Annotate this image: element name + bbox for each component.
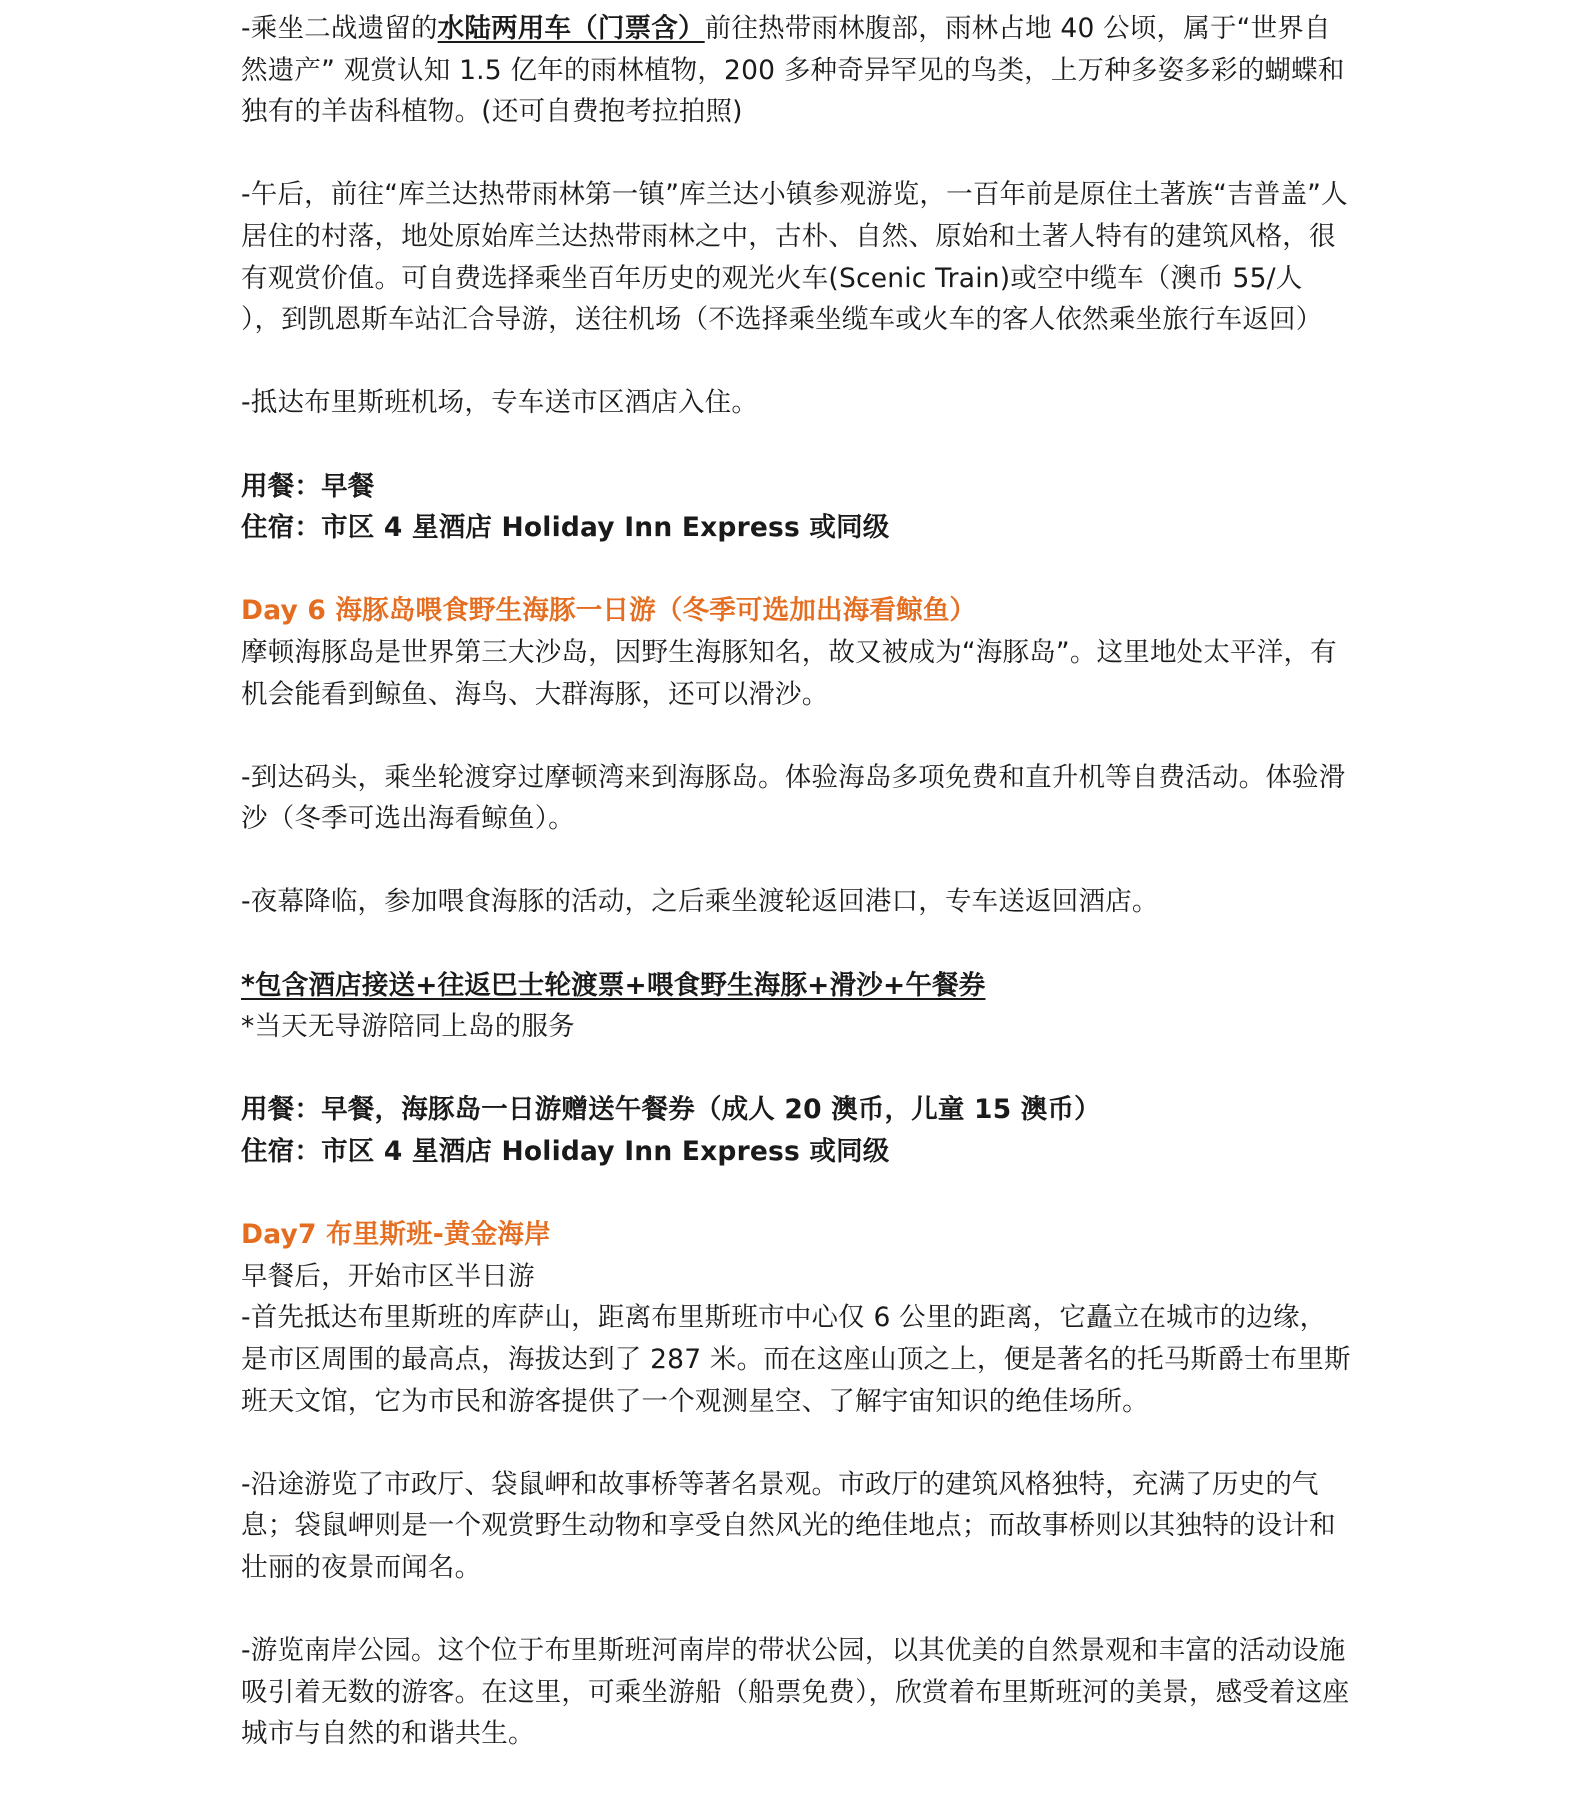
spacer bbox=[241, 923, 1351, 965]
spacer bbox=[241, 341, 1351, 383]
day6-title: Day 6 海豚岛喂食野生海豚一日游（冬季可选加出海看鲸鱼） bbox=[241, 595, 977, 627]
spacer bbox=[241, 1589, 1351, 1631]
day7-intro: 早餐后，开始市区半日游 bbox=[241, 1260, 535, 1292]
spacer bbox=[241, 133, 1351, 175]
spacer bbox=[241, 715, 1351, 757]
amphibious-vehicle-highlight: 水陆两用车（门票含） bbox=[437, 13, 705, 44]
spacer bbox=[241, 424, 1351, 466]
kuranda-paragraph: -午后，前往“库兰达热带雨林第一镇”库兰达小镇参观游览，一百年前是原住土著族“吉普盖”人居住的村落，地处原始库兰达热带雨林之中，古朴、自然、原始和土著人特有的建筑风格，很有观赏价值。可自费选择乘坐百年历史的观光火车(Scenic Train)或空中缆车（澳币 55/人 ），到凯恩斯车站汇合导游，送往机场（不选择乘坐缆车或火车的客人依然乘坐旅行车返回） bbox=[241, 179, 1348, 336]
day6-includes: *包含酒店接送+往返巴士轮渡票+喂食野生海豚+滑沙+午餐券 bbox=[241, 969, 986, 1001]
day6-intro: 摩顿海豚岛是世界第三大沙岛，因野生海豚知名，故又被成为“海豚岛”。这里地处太平洋，有机会能看到鲸鱼、海鸟、大群海豚，还可以滑沙。 bbox=[241, 636, 1337, 710]
day6-meals: 用餐：早餐，海豚岛一日游赠送午餐券（成人 20 澳币，儿童 15 澳币） bbox=[241, 1094, 1101, 1126]
day6-note: *当天无导游陪同上岛的服务 bbox=[241, 1011, 575, 1043]
day5-hotel: 住宿：市区 4 星酒店 Holiday Inn Express 或同级 bbox=[241, 512, 890, 544]
spacer bbox=[241, 1173, 1351, 1215]
spacer bbox=[241, 1422, 1351, 1464]
brisbane-arrival-paragraph: -抵达布里斯班机场，专车送市区酒店入住。 bbox=[241, 387, 759, 419]
day7-mount-coot-tha-paragraph: -首先抵达布里斯班的库萨山，距离布里斯班市中心仅 6 公里的距离，它矗立在城市的边缘，是市区周围的最高点，海拔达到了 287 米。而在这座山顶之上，便是著名的托马斯爵士布里斯班天文馆，它为市民和游客提供了一个观测星空、了解宇宙知识的绝佳场所。 bbox=[241, 1302, 1351, 1417]
rainforest-text-rest: 前往热带雨林腹部，雨林占地 40 公顷，属于“世界自然遗产” 观赏认知 1.5 亿年的雨林植物，200 多种奇异罕见的鸟类，上万种多姿多彩的蝴蝶和独有的羊齿科植物。(还可自费抱考拉拍照) bbox=[241, 13, 1345, 128]
day6-hotel: 住宿：市区 4 星酒店 Holiday Inn Express 或同级 bbox=[241, 1136, 890, 1168]
rainforest-paragraph bbox=[241, 8, 1351, 133]
day6-ferry-paragraph: -到达码头，乘坐轮渡穿过摩顿湾来到海豚岛。体验海岛多项免费和直升机等自费活动。体验滑沙（冬季可选出海看鲸鱼）。 bbox=[241, 761, 1346, 835]
day5-meals: 用餐：早餐 bbox=[241, 470, 375, 502]
day7-south-bank-paragraph: -游览南岸公园。这个位于布里斯班河南岸的带状公园，以其优美的自然景观和丰富的活动设施吸引着无数的游客。在这里，可乘坐游船（船票免费），欣赏着布里斯班河的美景，感受着这座城市与自然的和谐共生。 bbox=[241, 1635, 1350, 1750]
spacer bbox=[241, 1048, 1351, 1090]
day7-title: Day7 布里斯班-黄金海岸 bbox=[241, 1219, 551, 1251]
day7-city-sights-paragraph: -沿途游览了市政厅、袋鼠岬和故事桥等著名景观。市政厅的建筑风格独特，充满了历史的气息；袋鼠岬则是一个观赏野生动物和享受自然风光的绝佳地点；而故事桥则以其独特的设计和壮丽的夜景而闻名。 bbox=[241, 1468, 1336, 1583]
itinerary-document bbox=[241, 8, 1351, 1755]
spacer bbox=[241, 549, 1351, 591]
rainforest-text-lead: -乘坐二战遗留的 bbox=[241, 13, 438, 44]
day6-evening-paragraph: -夜幕降临，参加喂食海豚的活动，之后乘坐渡轮返回港口，专车送返回酒店。 bbox=[241, 886, 1159, 918]
spacer bbox=[241, 840, 1351, 882]
